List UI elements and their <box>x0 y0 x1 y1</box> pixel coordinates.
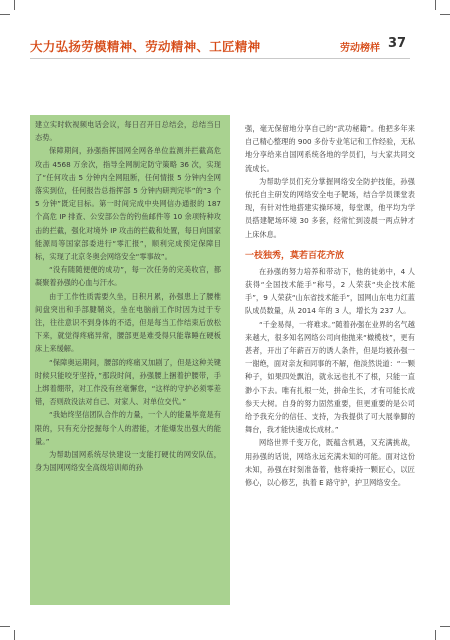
subheading: 一枝独秀，莫若百花齐放 <box>245 250 345 261</box>
page-number: 37 <box>388 36 407 51</box>
crop-mark-br-v <box>435 630 436 640</box>
paragraph: 为帮助国网系统尽快建设一支能打硬仗的网安队伍，身为国网网络安全高级培训师的孙 <box>35 450 221 473</box>
paragraph: 在孙强的努力培养和带动下，他的徒弟中，4 人获得“全国技术能手”称号，2 人荣获“央企技术能手”，9 人荣获“山东省技术能手”，国网山东电力红蓝队成员数量，从 2014 年的 3 人，增长为 237 人。 <box>245 266 415 316</box>
header-rule <box>30 58 410 59</box>
paragraph: 为帮助学员们充分掌握网络安全防护技能，孙强依托自主研发的网络安全电子靶场，结合学员课堂表现，有针对性地搭建实操环境，每堂课，他平均为学员搭建靶场环境 30 多套，经常忙到凌晨一两点钟才上床休息。 <box>245 176 415 239</box>
left-column <box>35 118 221 474</box>
paragraph: “千金易得，一将难求。”随着孙强在业界的名气越来越大，很多知名网络公司向他抛来“橄榄枝”，更有甚者，开出了年薪百万的诱人条件，但是均被孙强一一谢绝，面对亲友和同事的不解，他淡然说道：“一颗种子，如果四处飘泊，就永远也扎不了根，只能一直渺小下去。唯有扎根一处，拼命生长，才有可能长成参天大树。自身的努力固然重要，但更重要的是公司给予我充分的信任、支持，为我提供了可大展拳脚的舞台，我才能快速成长成材。” <box>245 319 415 435</box>
crop-mark-tr-h <box>440 14 450 15</box>
paragraph: “没有随随便便的成功”，每一次任务的完美收官，都凝聚着孙强的心血与汗水。 <box>35 265 221 288</box>
section-label: 劳动榜样 <box>340 43 380 54</box>
crop-mark-bl-v <box>14 630 15 640</box>
crop-mark-tr-v <box>435 0 436 10</box>
paragraph: 建立实时软视频电话会议，每日召开日总结会，总结当日态势。 <box>35 120 221 143</box>
page-header-title: 大力弘扬劳模精神、劳动精神、工匠精神 <box>30 39 261 54</box>
paragraph: “我始终坚信团队合作的力量，一个人的能量毕竟是有限的，只有充分挖掘每个人的潜能，才能爆发出强大的能量。” <box>35 410 221 446</box>
paragraph: “保障奥运期间，腰部的疼痛又加剧了，但是这种关键时候只能咬牙坚持，”那段时间，孙强腰上捆着护腰带，手上绑着绷带，对工作没有丝毫懈怠，“这样的守护必须零差错，否则敌没法对自己、对家人、对单位交代。” <box>35 357 221 407</box>
crop-mark-tl-v <box>14 0 15 10</box>
paragraph: 网络世界千变万化，既蕴含机遇，又充满挑战，用孙强的话说，网络永远充满未知的可能。面对这份未知，孙强在时刻准备着，他将秉持一颗匠心，以匠修心，以心修艺，执着 E 路守护，护卫网络安全。 <box>245 438 415 488</box>
paragraph: 保障期间，孙强指挥国网全网各单位监测并拦截高危攻击 4568 万余次，指导全网制定防守策略 36 次，实现了“任何攻击 5 分钟内全网阻断，任何情报 5 分钟内全网落实到位，任何报告总指挥部 5 分钟内研判完毕”的“3 个 5 分钟”既定目标。第一时间完成中央网信办通报的 187 个高危 IP 排查、公安部公告的钓鱼邮件等 10 余项特种攻击的拦截，强化对境外 IP 攻击的拦截和处置，每日向国家能源局等国家部委进行“零汇报”，顺利完成预定保障目标，实现了北京冬奥会网络安全“零事故”。 <box>35 146 221 262</box>
right-column <box>245 122 415 489</box>
paragraph: 由于工作性质需要久坐，日积月累，孙强患上了腰椎间盘突出和手部腱鞘炎，坐在电脑前工作时因为过于专注，往往意识不到身体的不适，但是每当工作结束后放松下来，就觉得疼痛异常，腰部更是难受得只能靠睡在硬板床上来缓解。 <box>35 291 221 354</box>
photo-area <box>30 68 230 120</box>
crop-mark-tl-h <box>0 14 10 15</box>
crop-mark-bl-h <box>0 626 10 627</box>
crop-mark-br-h <box>440 626 450 627</box>
paragraph: 强，毫无保留地分享自己的“武功秘籍”。他把多年来自己精心整理的 900 多份专业笔记和工作经验，无私地分享给来自国网系统各地的学员们，与大家共同交流成长。 <box>245 124 415 173</box>
